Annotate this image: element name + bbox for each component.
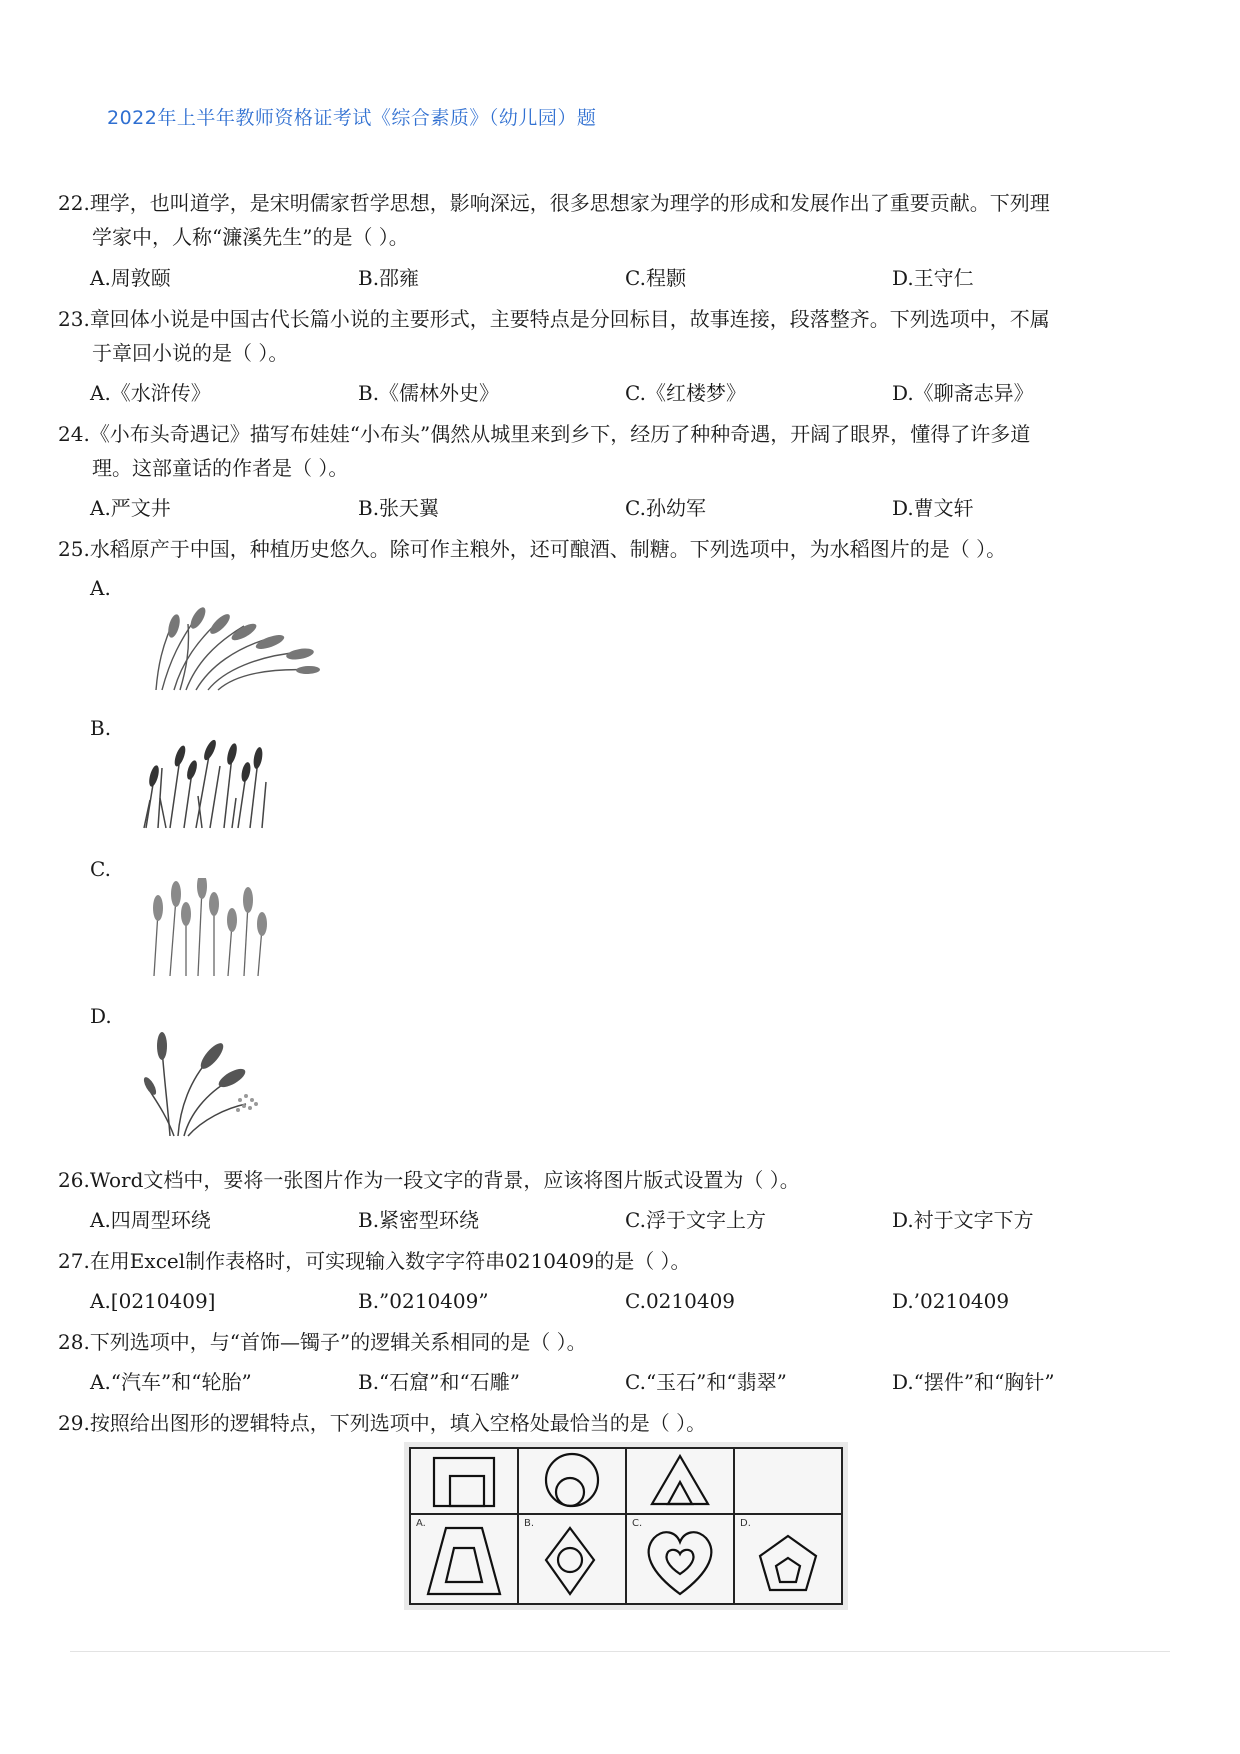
option-a: A.[0210409] — [90, 1289, 216, 1313]
wheat-field-icon — [140, 738, 270, 830]
wheat-stalks-icon — [140, 878, 270, 978]
question-number: 23. — [58, 307, 90, 331]
question-29 — [58, 1406, 1168, 1440]
option-b-label: B. — [90, 716, 112, 740]
question-26 — [58, 1163, 1168, 1197]
question-number: 25. — [58, 537, 90, 561]
question-stem: 章回体小说是中国古代长篇小说的主要形式，主要特点是分回标目，故事连接，段落整齐。下列选项中，不属 — [89, 307, 1050, 331]
page-title: 2022年上半年教师资格证考试《综合素质》（幼儿园）题 — [107, 107, 597, 129]
question-stem-cont: 理。这部童话的作者是（ ）。 — [92, 456, 349, 480]
figure-label-b: B. — [524, 1518, 535, 1529]
figure-label-a: A. — [416, 1518, 426, 1529]
question-stem: 水稻原产于中国，种植历史悠久。除可作主粮外，还可酿酒、制糖。下列选项中，为水稻图片的是（ ）。 — [89, 537, 1007, 561]
option-d: D.《聊斋志异》 — [892, 381, 1034, 405]
option-a: A.“汽车”和“轮胎” — [90, 1370, 252, 1394]
option-c: C.“玉石”和“翡翠” — [625, 1370, 787, 1394]
options-23 — [90, 376, 1170, 410]
option-c: C.0210409 — [625, 1289, 736, 1313]
option-a-label: A. — [90, 576, 111, 600]
rice-plant-icon — [140, 1028, 270, 1138]
option-a: A.周敦颐 — [90, 266, 171, 290]
options-24 — [90, 491, 1170, 525]
option-c: C.浮于文字上方 — [625, 1208, 766, 1232]
question-27 — [58, 1244, 1168, 1278]
option-a: A.四周型环绕 — [90, 1208, 211, 1232]
footer-divider — [70, 1651, 1170, 1652]
question-23 — [58, 302, 1168, 370]
question-stem: 按照给出图形的逻辑特点，下列选项中，填入空格处最恰当的是（ ）。 — [89, 1411, 707, 1435]
option-d: D.’0210409 — [892, 1289, 1010, 1313]
option-b: B.邵雍 — [358, 266, 420, 290]
question-number: 22. — [58, 191, 90, 215]
question-24 — [58, 417, 1168, 485]
option-d: D.王守仁 — [892, 266, 974, 290]
option-d-label: D. — [90, 1004, 112, 1028]
question-stem: 下列选项中，与“首饰—镯子”的逻辑关系相同的是（ ）。 — [89, 1330, 587, 1354]
question-number: 29. — [58, 1411, 90, 1435]
options-27 — [90, 1284, 1170, 1318]
option-c: C.孙幼军 — [625, 496, 706, 520]
question-number: 27. — [58, 1249, 90, 1273]
figure-label-c: C. — [632, 1518, 643, 1529]
options-22 — [90, 261, 1170, 295]
question-number: 28. — [58, 1330, 90, 1354]
question-number: 24. — [58, 422, 90, 446]
question-25 — [58, 532, 1168, 566]
options-26 — [90, 1203, 1170, 1237]
question-number: 26. — [58, 1168, 90, 1192]
option-b: B.张天翼 — [358, 496, 440, 520]
option-b: B.紧密型环绕 — [358, 1208, 480, 1232]
option-b: B.“石窟”和“石雕” — [358, 1370, 520, 1394]
figure-grid — [404, 1442, 848, 1610]
question-28 — [58, 1325, 1168, 1359]
question-stem: 在用Excel制作表格时，可实现输入数字字符串0210409的是（ ）。 — [89, 1249, 691, 1273]
option-d: D.衬于文字下方 — [892, 1208, 1034, 1232]
option-c-label: C. — [90, 857, 111, 881]
question-stem: 理学，也叫道学，是宋明儒家哲学思想，影响深远，很多思想家为理学的形成和发展作出了重要贡献。下列理 — [89, 191, 1050, 215]
option-a: A.《水浒传》 — [90, 381, 211, 405]
question-stem: Word文档中，要将一张图片作为一段文字的背景，应该将图片版式设置为（ ）。 — [89, 1168, 800, 1192]
option-d: D.“摆件”和“胸针” — [892, 1370, 1055, 1394]
option-c: C.《红楼梦》 — [625, 381, 746, 405]
question-stem-cont: 学家中，人称“濂溪先生”的是（ ）。 — [92, 225, 409, 249]
option-b: B.”0210409” — [358, 1289, 489, 1313]
question-stem-cont: 于章回小说的是（ ）。 — [92, 341, 289, 365]
wheat-sheaf-icon — [140, 600, 320, 692]
option-c: C.程颢 — [625, 266, 686, 290]
question-stem: 《小布头奇遇记》描写布娃娃“小布头”偶然从城里来到乡下，经历了种种奇遇，开阔了眼界，懂得了许多道 — [89, 422, 1031, 446]
option-d: D.曹文轩 — [892, 496, 974, 520]
options-28 — [90, 1365, 1170, 1399]
figure-label-d: D. — [740, 1518, 751, 1529]
question-22 — [58, 186, 1168, 254]
option-a: A.严文井 — [90, 496, 171, 520]
option-b: B.《儒林外史》 — [358, 381, 500, 405]
